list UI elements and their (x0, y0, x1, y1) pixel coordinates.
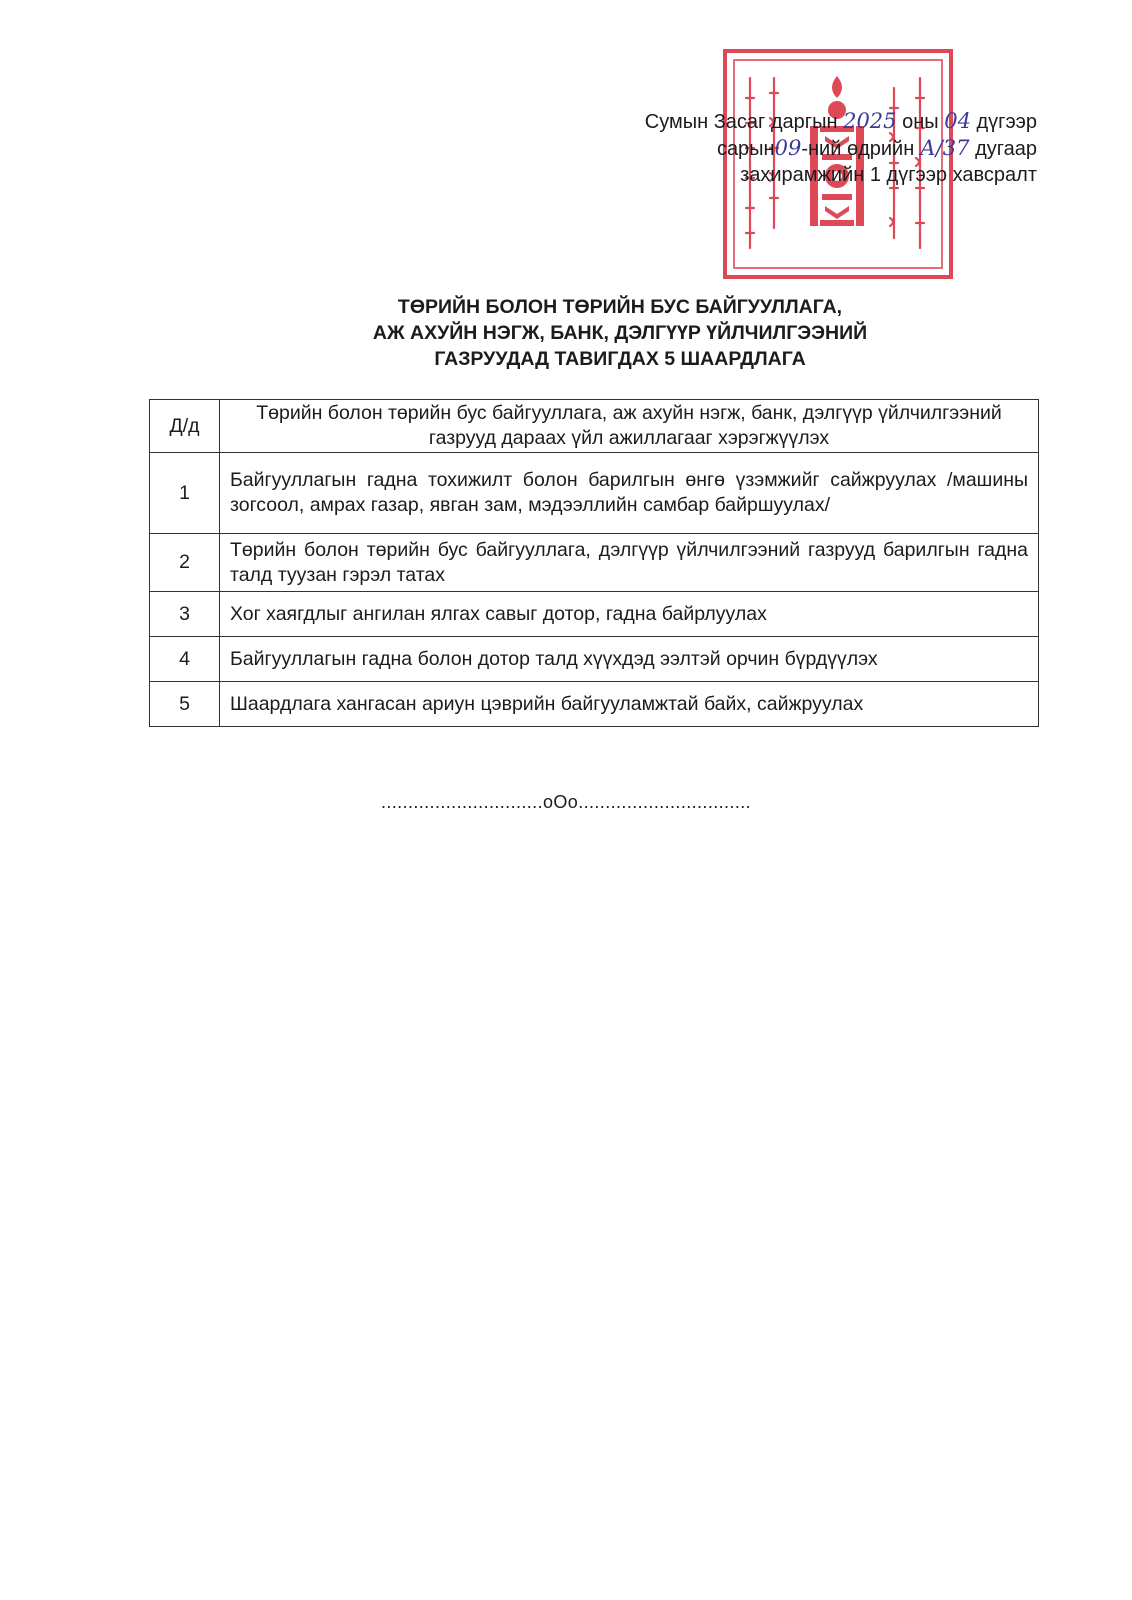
row-text: Байгууллагын гадна тохижилт болон барилгын өнгө үзэмжийг сайжруулах /машины зогсоол, амрах газар, явган зам, мэдээллийн самбар байршуулах/ (220, 453, 1039, 534)
attachment-line-2-suffix: дугаар (975, 138, 1037, 160)
row-number: 5 (150, 682, 220, 727)
handwritten-day: 09 (774, 136, 802, 160)
handwritten-order-number: А/37 (919, 136, 970, 160)
row-number: 4 (150, 637, 220, 682)
attachment-line-3: захирамжийн 1 дүгээр хавсралт (740, 164, 1037, 186)
attachment-line-1-suffix: дүгээр (976, 111, 1037, 133)
title-line-3: ГАЗРУУДАД ТАВИГДАХ 5 ШААРДЛАГА (434, 348, 806, 370)
table-row (150, 592, 1039, 637)
end-of-document-mark: ..............................oOo................................ (380, 792, 752, 812)
title-line-1: ТӨРИЙН БОЛОН ТӨРИЙН БУС БАЙГУУЛЛАГА, (397, 296, 843, 318)
row-text: Байгууллагын гадна болон дотор талд хүүхдэд ээлтэй орчин бүрдүүлэх (220, 637, 1039, 682)
attachment-reference (645, 108, 1037, 188)
document-title (200, 294, 1040, 372)
table-header-row (150, 400, 1039, 453)
attachment-line-1-prefix: Сумын Засаг даргын (644, 111, 838, 133)
row-number: 2 (150, 534, 220, 592)
column-header-number: Д/д (150, 400, 220, 453)
row-text: Шаардлага хангасан ариун цэврийн байгууламжтай байх, сайжруулах (220, 682, 1039, 727)
row-number: 3 (150, 592, 220, 637)
attachment-line-2-mid: -ний өдрийн (801, 138, 915, 160)
table-row (150, 682, 1039, 727)
attachment-line-2 (645, 135, 1037, 162)
table-row (150, 534, 1039, 592)
handwritten-year: 2025 (843, 109, 897, 133)
column-header-description: Төрийн болон төрийн бус байгууллага, аж ахуйн нэгж, банк, дэлгүүр үйлчилгээний газрууд дараах үйл ажиллагааг хэрэгжүүлэх (220, 400, 1039, 453)
row-number: 1 (150, 453, 220, 534)
attachment-line-1 (645, 108, 1037, 135)
row-text: Хог хаягдлыг ангилан ялгах савыг дотор, гадна байрлуулах (220, 592, 1039, 637)
table-row (150, 453, 1039, 534)
table-row (150, 637, 1039, 682)
attachment-line-2-prefix: сарын (716, 138, 775, 160)
title-line-2: АЖ АХУЙН НЭГЖ, БАНК, ДЭЛГҮҮР ҮЙЛЧИЛГЭЭНИЙ (372, 322, 868, 344)
requirements-table (149, 399, 1039, 727)
attachment-line-1-mid: оны (902, 111, 939, 133)
row-text: Төрийн болон төрийн бус байгууллага, дэлгүүр үйлчилгээний газрууд барилгын гадна талд туузан гэрэл татах (220, 534, 1039, 592)
handwritten-month: 04 (944, 109, 971, 133)
